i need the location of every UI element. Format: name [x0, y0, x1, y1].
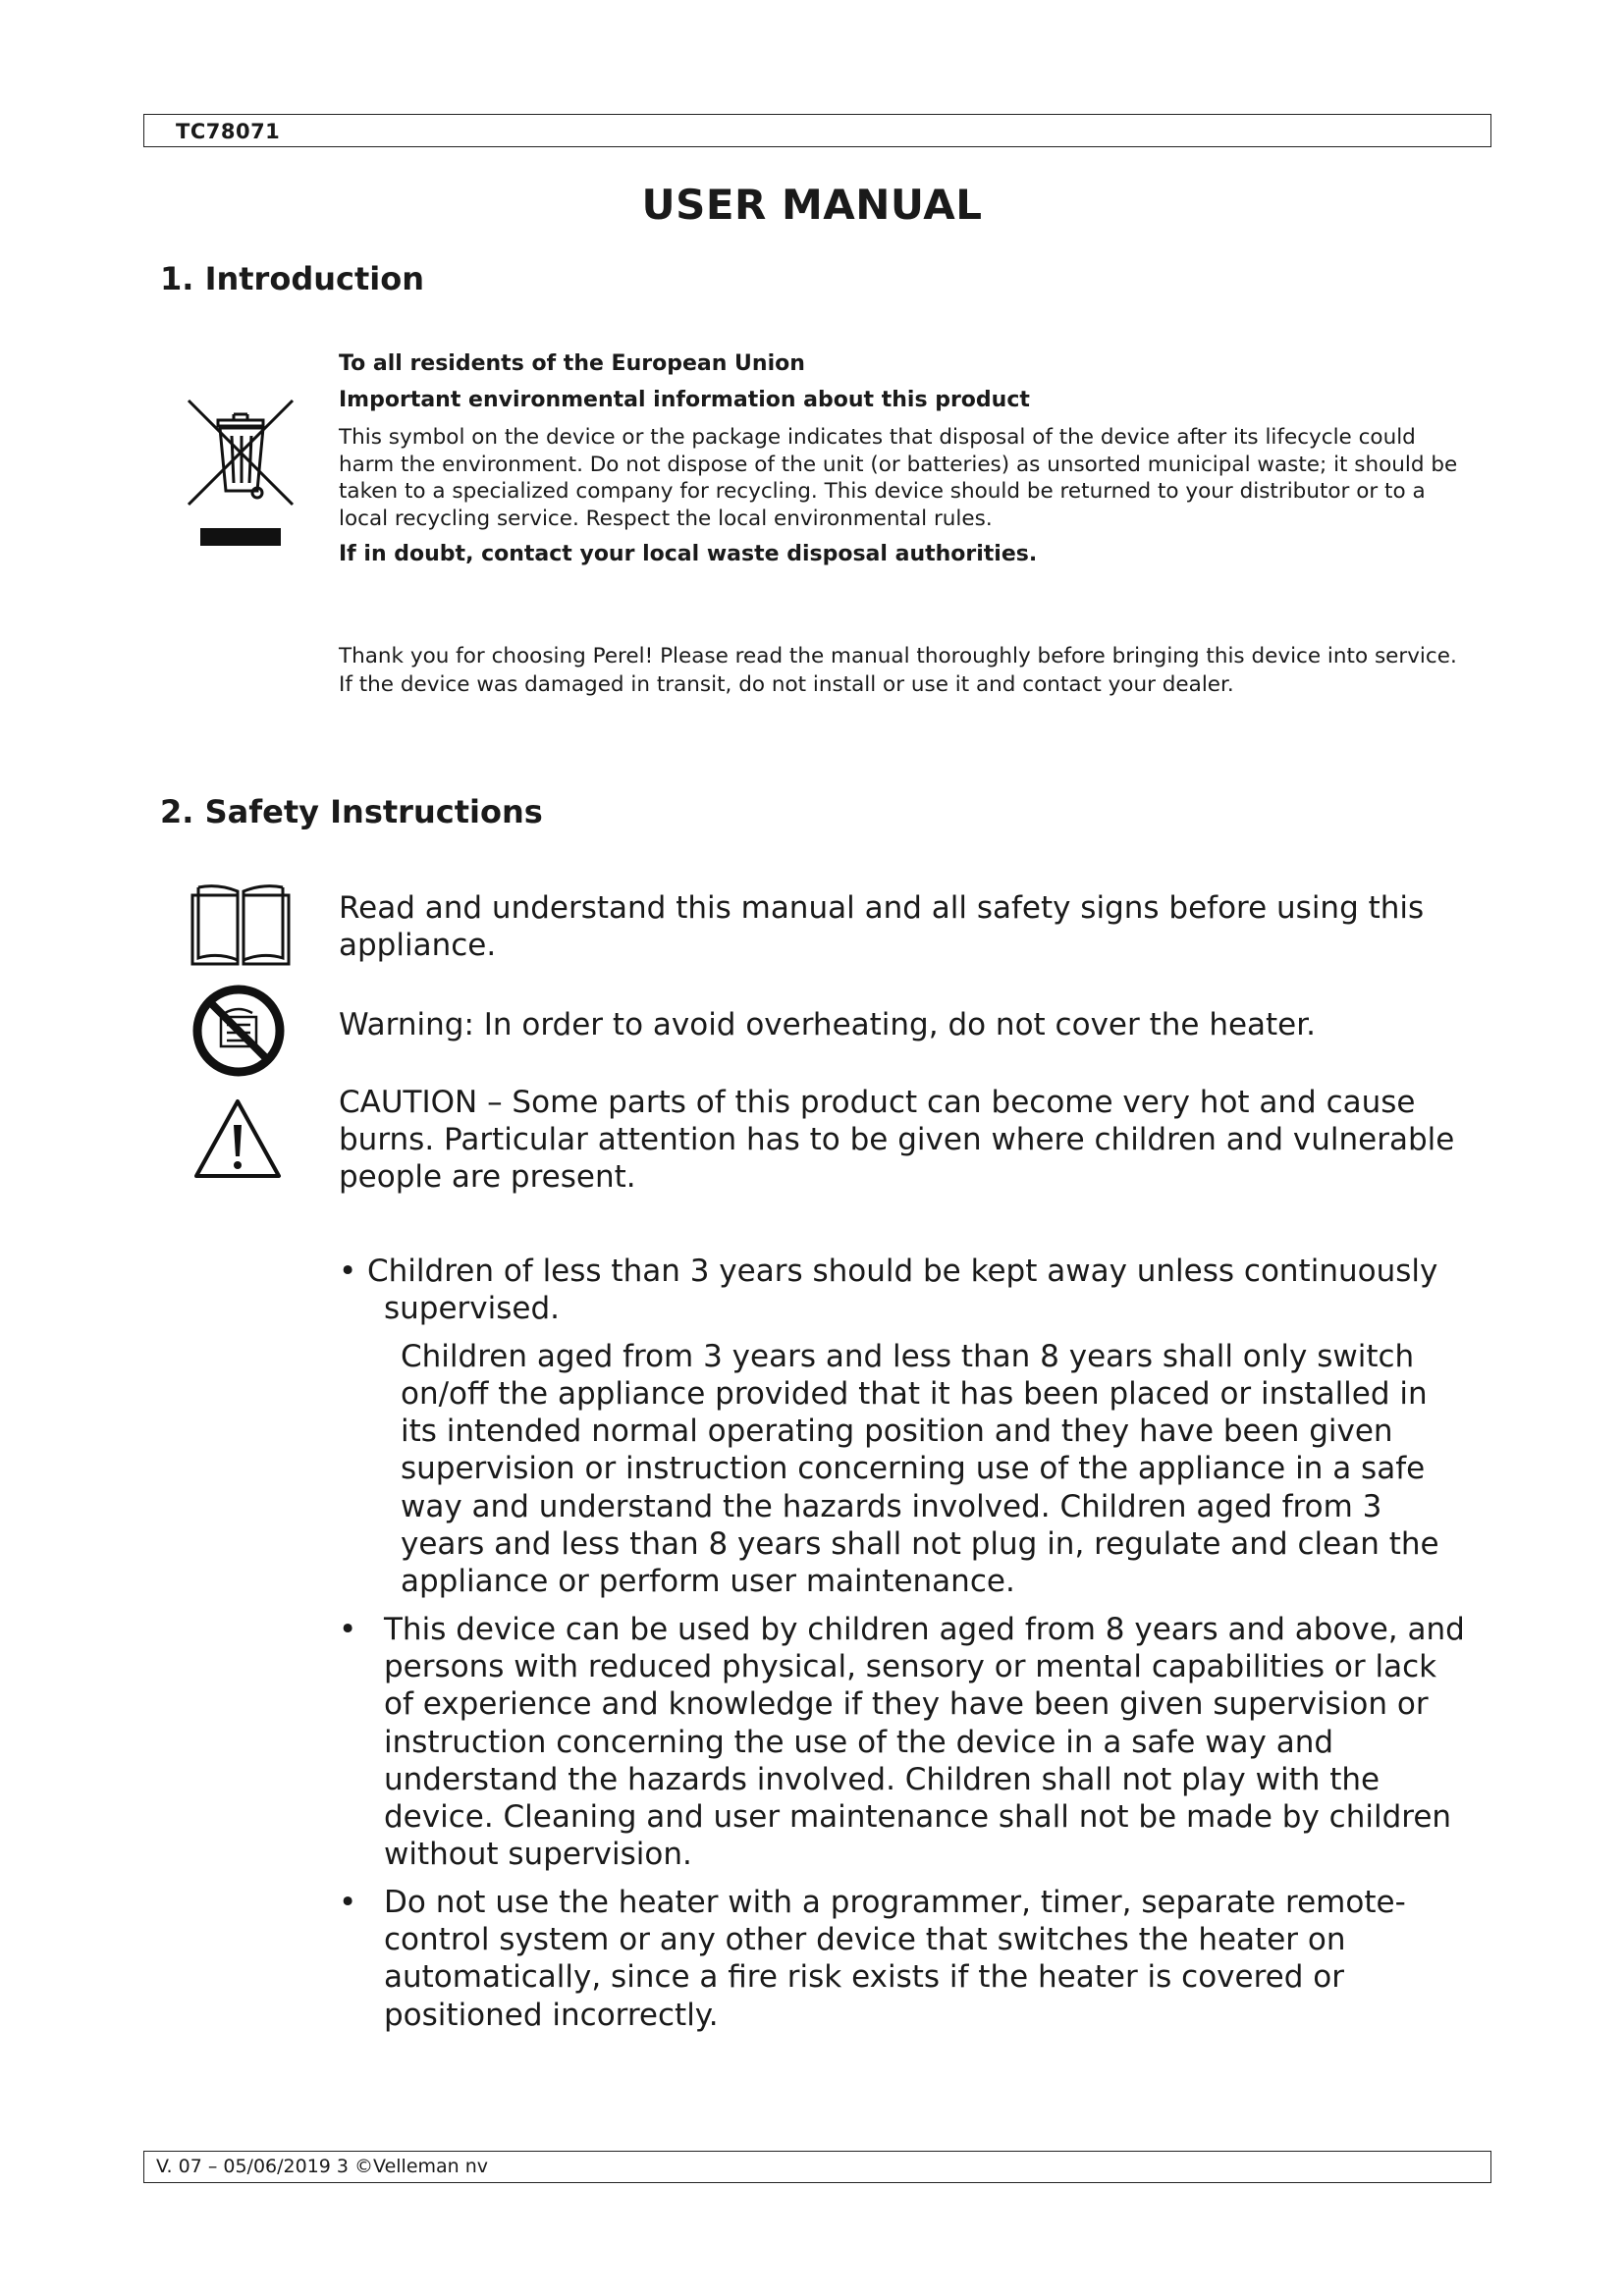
thank-you-text: Thank you for choosing Perel! Please read the manual thoroughly before bringing this device into service. If the device was damaged in transit, do not install or use it and contact your dealer. [339, 644, 1457, 697]
do-not-cover-icon [191, 984, 286, 1078]
caution-hot-parts-text: CAUTION – Some parts of this product can become very hot and cause burns. Particular attention has to be given where children and vulnerable people are present. [339, 1085, 1455, 1195]
overheating-warning-text: Warning: In order to avoid overheating, do not cover the heater. [339, 1007, 1317, 1042]
environment-info-text: This symbol on the device or the package indicates that disposal of the device after its lifecycle could harm the environment. Do not dispose of the unit (or batteries) as unsorted municipal waste; it should be taken to a specialized company for recycling. This device should be returned to your distributor or to a local recycling service. Respect the local environmental rules. [339, 425, 1458, 531]
warning-triangle-icon [192, 1097, 283, 1180]
header-box [143, 114, 1491, 147]
bullet-text: This device can be used by children aged from 8 years and above, and persons with reduced physical, sensory or mental capabilities or lack of experience and knowledge if they have been given supervision or instruction concerning the use of the device in a safe way and understand the hazards involved. Children shall not play with the device. Cleaning and user maintenance shall not be made by children without supervision. [384, 1611, 1465, 1873]
bullet-dot: • [339, 1611, 357, 1647]
list-item [339, 1253, 1468, 1601]
eu-residents-heading: To all residents of the European Union [339, 351, 805, 376]
footer-version-text: V. 07 – 05/06/2019 3 ©Velleman nv [156, 2156, 489, 2177]
model-number: TC78071 [176, 120, 281, 143]
bullet-subparagraph: Children aged from 3 years and less than 8 years shall only switch on/off the appliance provided that it has been placed or installed in its intended normal operating position and they have been given supervision or instruction concerning use of the appliance in a safe way and understand the hazards involved. Children aged from 3 years and less than 8 years shall not plug in, regulate and clean the appliance or perform user maintenance. [401, 1338, 1439, 1600]
document-title: USER MANUAL [641, 181, 983, 229]
list-item [339, 1611, 1468, 1874]
bullet-text: Do not use the heater with a programmer, timer, separate remote-control system or any other device that switches the heater on automatically, since a fire risk exists if the heater is covered or positioned incorrectly. [384, 1884, 1406, 2033]
environment-info-heading: Important environmental information about this product [339, 388, 1030, 412]
footer-box [143, 2151, 1491, 2183]
bullet-dot: • [339, 1884, 357, 1920]
read-manual-text: Read and understand this manual and all safety signs before using this appliance. [339, 890, 1425, 963]
section-heading-introduction: 1. Introduction [160, 260, 424, 297]
bullet-dot: • [339, 1254, 357, 1289]
list-item [339, 1884, 1468, 2034]
intro-environment-block [339, 351, 1458, 578]
read-manual-icon [189, 881, 293, 968]
bullet-text: Children of less than 3 years should be kept away unless continuously supervised. [367, 1254, 1438, 1327]
safety-bullet-list [339, 1253, 1468, 2044]
waste-authority-text: If in doubt, contact your local waste disposal authorities. [339, 542, 1038, 566]
section-heading-safety: 2. Safety Instructions [160, 793, 543, 830]
crossed-out-wheelie-bin-icon [183, 395, 297, 552]
